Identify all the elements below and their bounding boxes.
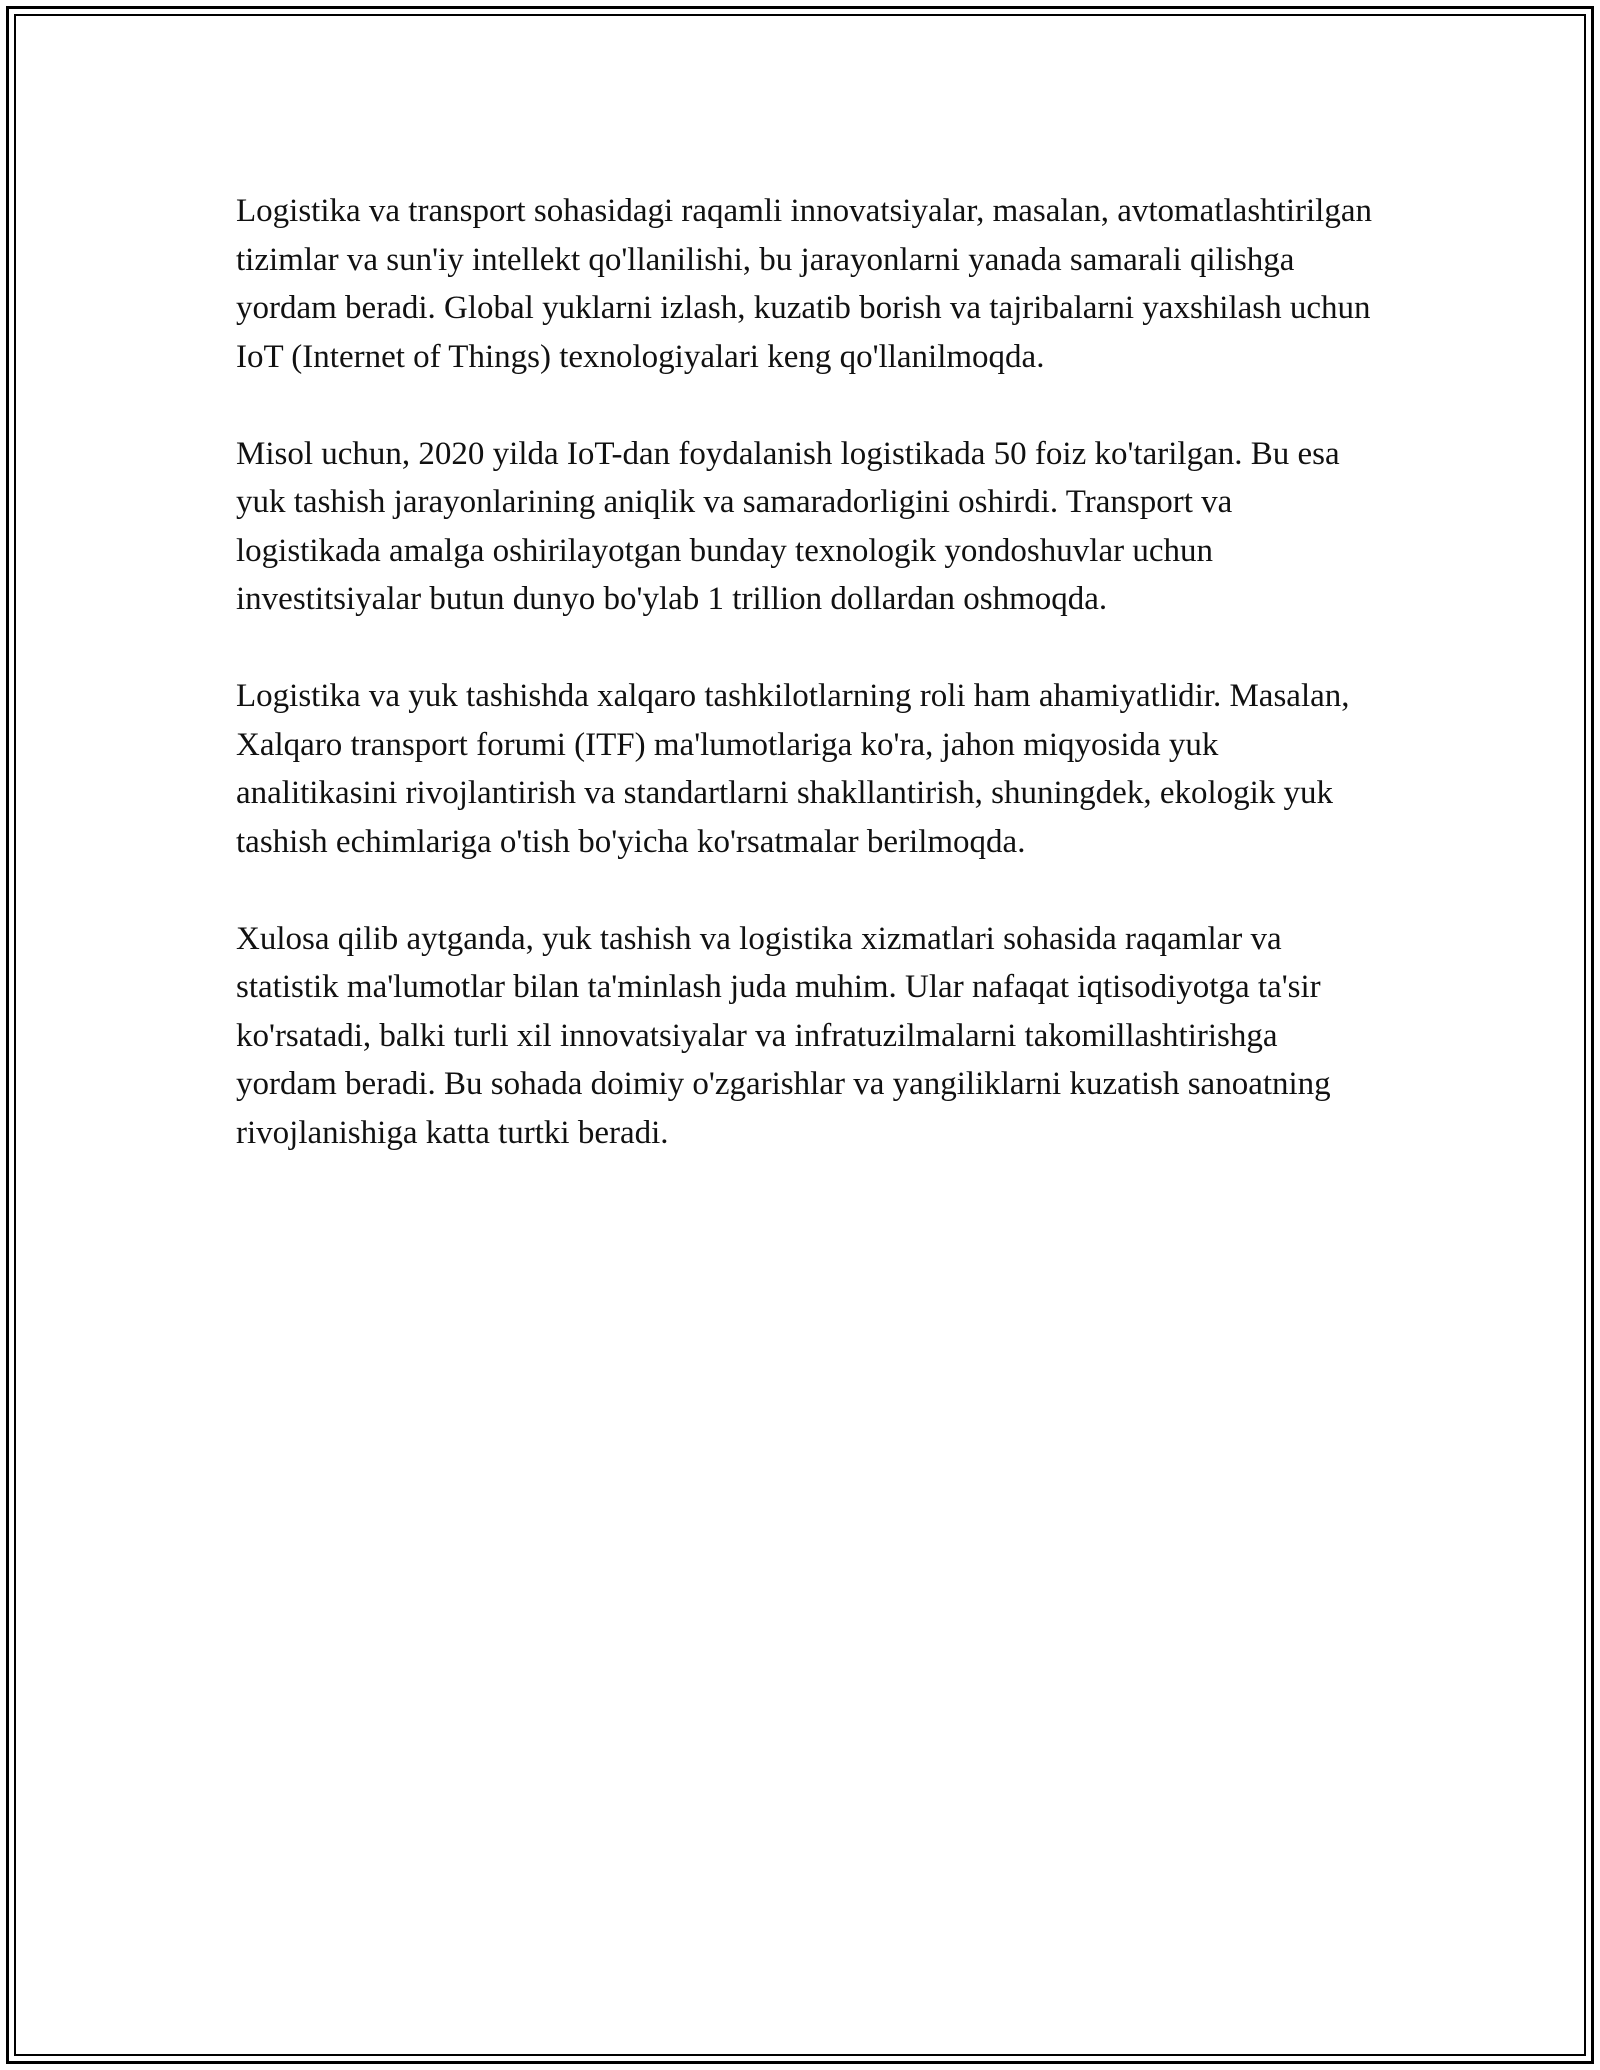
paragraph-4: Xulosa qilib aytganda, yuk tashish va logistika xizmatlari sohasida raqamlar va statistik ma'lumotlar bilan ta'minlash juda muhim. Ular nafaqat iqtisodiyotga ta'sir ko'rsatadi, balki turli xil innovatsiyalar va infratuzilmalarni takomillashtirishga yordam beradi. Bu sohada doimiy o'zgarishlar va yangiliklarni kuzatish sanoatning rivojlanishiga katta turtki beradi. [236,920,1331,1151]
paragraph-2: Misol uchun, 2020 yilda IoT-dan foydalanish logistikada 50 foiz ko'tarilgan. Bu esa yuk tashish jarayonlarining aniqlik va samaradorligini oshirdi. Transport va logistikada amalga oshirilayotgan bunday texnologik yondoshuvlar uchun investitsiyalar butun dunyo bo'ylab 1 trillion dollardan oshmoqda. [236,435,1340,617]
document-body [236,187,1376,1206]
paragraph-3: Logistika va yuk tashishda xalqaro tashkilotlarning roli ham ahamiyatlidir. Masalan, Xalqaro transport forumi (ITF) ma'lumotlariga ko'ra, jahon miqyosida yuk analitikasini rivojlantirish va standartlarni shakllantirish, shuningdek, ekologik yuk tashish echimlariga o'tish bo'yicha ko'rsatmalar berilmoqda. [236,678,1350,860]
paragraph-1: Logistika va transport sohasidagi raqamli innovatsiyalar, masalan, avtomatlashtirilgan tizimlar va sun'iy intellekt qo'llanilishi, bu jarayonlarni yanada samarali qilishga yordam beradi. Global yuklarni izlash, kuzatib borish va tajribalarni yaxshilash uchun IoT (Internet of Things) texnologiyalari keng qo'llanilmoqda. [236,193,1372,375]
